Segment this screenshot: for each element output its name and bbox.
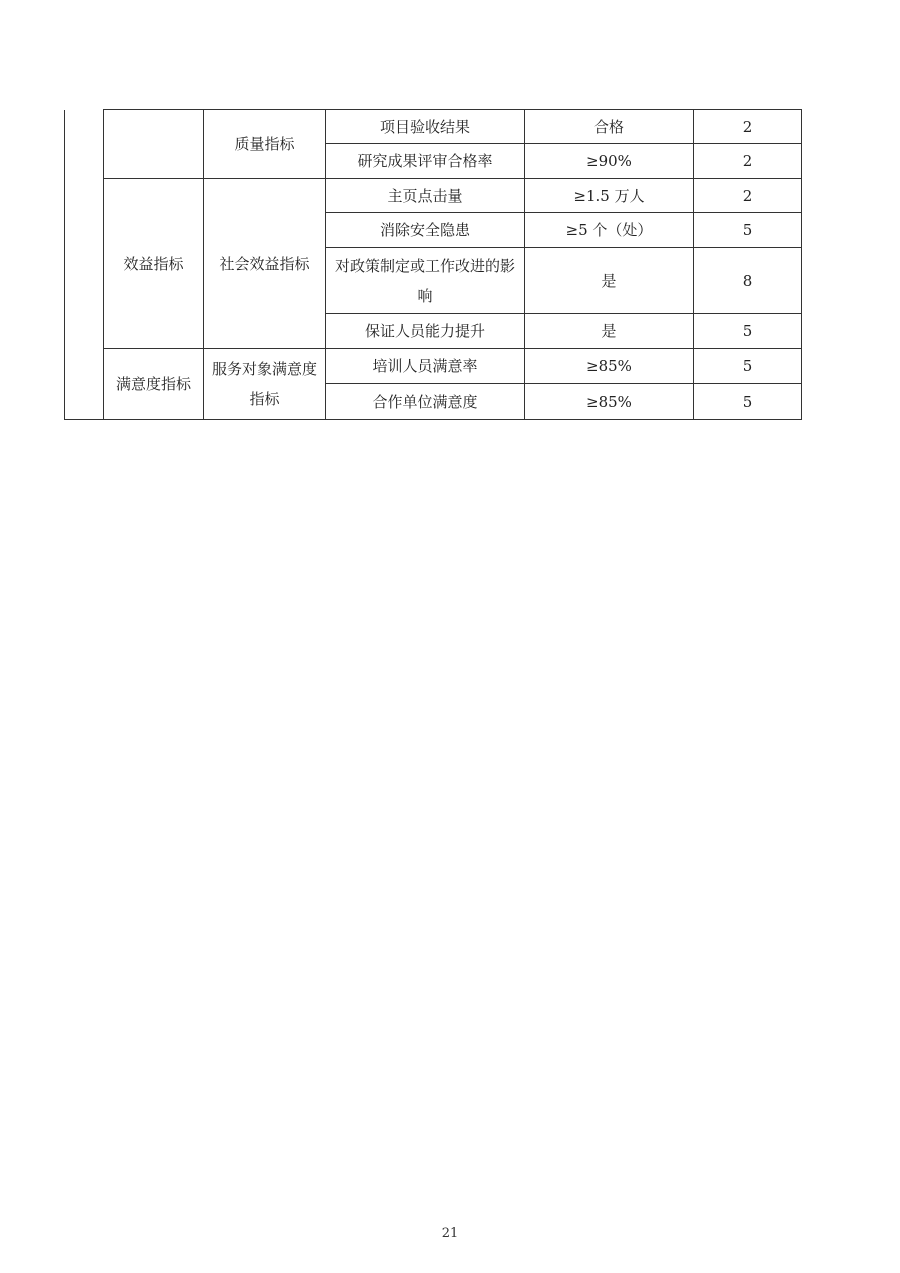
target-cell: 是 [525,248,694,314]
score-cell: 5 [694,314,802,349]
page-number: 21 [441,1226,459,1241]
target-cell: 合格 [525,110,694,144]
level2-cell: 质量指标 [204,110,326,179]
continued-category-cell [65,110,104,420]
target-cell: ≥5 个（处） [525,213,694,248]
performance-indicator-table [64,109,802,420]
indicator-cell: 培训人员满意率 [326,349,525,384]
table-row [65,349,802,384]
score-cell: 8 [694,248,802,314]
indicator-cell: 保证人员能力提升 [326,314,525,349]
indicator-cell: 主页点击量 [326,179,525,213]
target-cell: ≥90% [525,144,694,179]
score-cell: 5 [694,349,802,384]
indicator-cell: 对政策制定或工作改进的影响 [326,248,525,314]
table-row [65,179,802,213]
score-cell: 5 [694,213,802,248]
score-cell: 2 [694,144,802,179]
level1-cell: 效益指标 [104,179,204,349]
target-cell: ≥1.5 万人 [525,179,694,213]
level2-cell: 社会效益指标 [204,179,326,349]
target-cell: ≥85% [525,349,694,384]
indicator-cell: 合作单位满意度 [326,384,525,420]
target-cell: 是 [525,314,694,349]
indicator-cell: 消除安全隐患 [326,213,525,248]
indicator-cell: 研究成果评审合格率 [326,144,525,179]
table-row [65,110,802,144]
score-cell: 5 [694,384,802,420]
target-cell: ≥85% [525,384,694,420]
score-cell: 2 [694,179,802,213]
indicator-cell: 项目验收结果 [326,110,525,144]
level2-cell: 服务对象满意度指标 [204,349,326,420]
score-cell: 2 [694,110,802,144]
level1-cell-empty [104,110,204,179]
level1-cell: 满意度指标 [104,349,204,420]
